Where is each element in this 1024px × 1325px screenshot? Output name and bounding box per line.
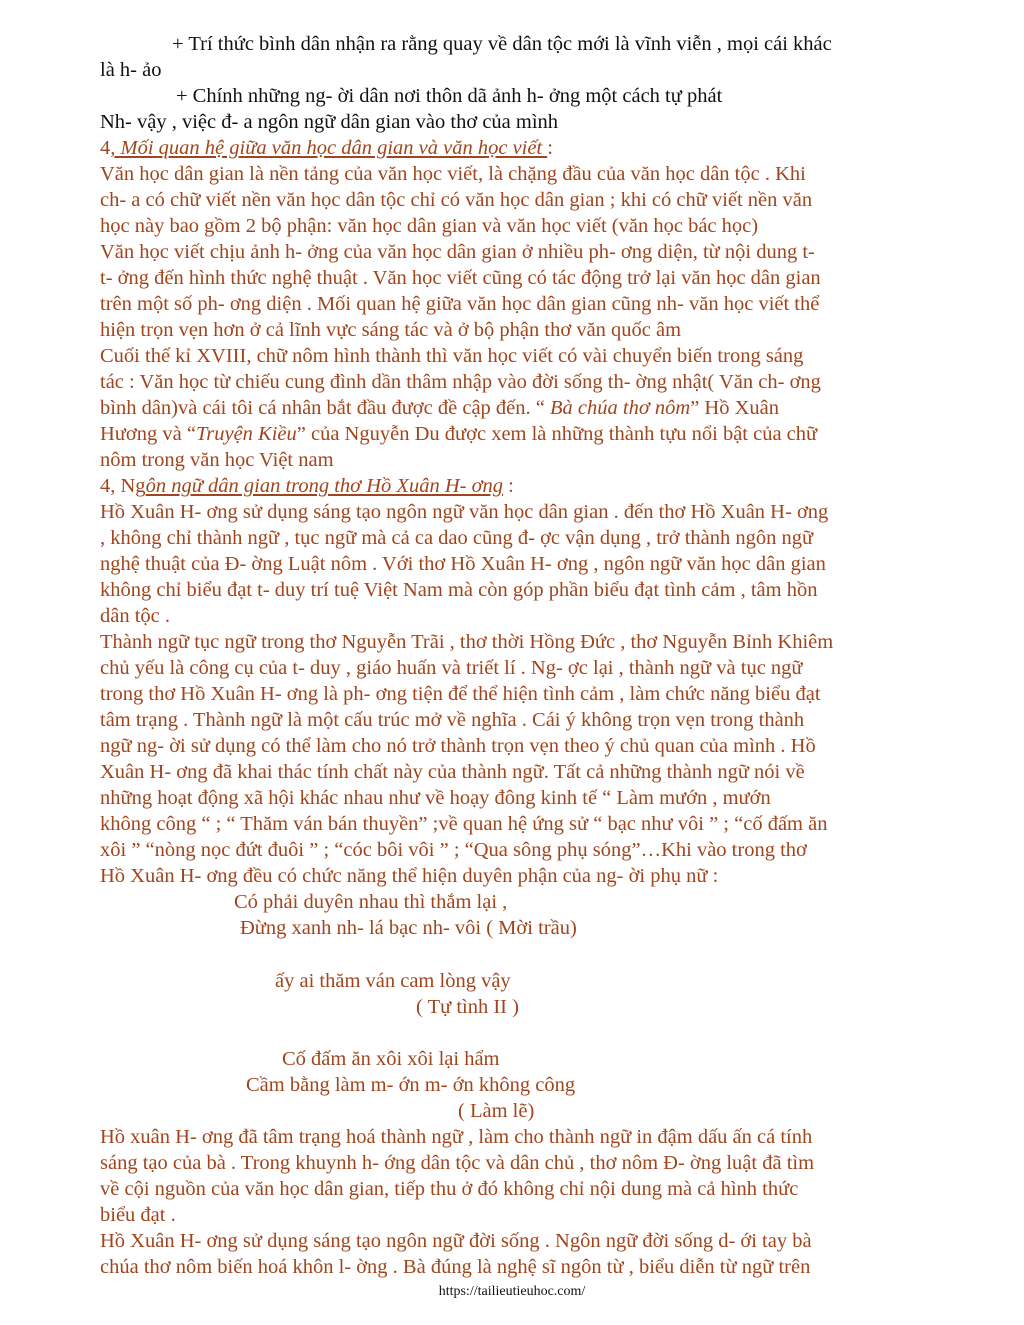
intro-line: là h- ảo (100, 59, 162, 81)
paragraph-line: học này bao gồm 2 bộ phận: văn học dân gian và văn học viết (văn học bác học) (100, 215, 759, 237)
text-run: Hương và “ (100, 423, 196, 445)
paragraph-line: , không chỉ thành ngữ , tục ngữ mà cả ca dao cũng đ- ợc vận dụng , trở thành ngôn ngữ (100, 527, 814, 549)
heading-colon: : (547, 137, 553, 159)
paragraph-line: Hồ Xuân H- ơng sử dụng sáng tạo ngôn ngữ đời sống . Ngôn ngữ đời sống d- ới tay bà (100, 1230, 812, 1252)
paragraph-line: trong thơ Hồ Xuân H- ơng là ph- ơng tiện để thể hiện tình cảm , làm chức năng biểu đạt (100, 683, 821, 705)
poem-line: Cầm bằng làm m- ớn m- ớn không công (246, 1074, 576, 1096)
paragraph-line (100, 421, 817, 447)
heading-number: 4 (100, 137, 111, 159)
intro-line: + Chính những ng- ời dân nơi thôn dã ảnh h- ởng một cách tự phát (176, 85, 723, 107)
poem-source: ( Tự tình II ) (416, 996, 519, 1018)
title-ba-chua-tho-nom: Bà chúa thơ nôm (550, 397, 691, 419)
paragraph-line: sáng tạo của bà . Trong khuynh h- ớng dân tộc và dân chủ , thơ nôm Đ- ờng luật đã tìm (100, 1152, 815, 1174)
poem-line: ấy ai thăm ván cam lòng vậy (275, 970, 511, 992)
paragraph-line: Xuân H- ơng đã khai thác tính chất này của thành ngữ. Tất cả những thành ngữ nói về (100, 761, 805, 783)
paragraph-line: dân tộc . (100, 605, 171, 627)
paragraph-line: Hồ Xuân H- ơng sử dụng sáng tạo ngôn ngữ văn học dân gian . đến thơ Hồ Xuân H- ơng (100, 501, 829, 523)
paragraph-line (100, 395, 779, 421)
poem-line: Cố đấm ăn xôi xôi lại hẩm (282, 1048, 500, 1070)
paragraph-line: chúa thơ nôm biến hoá khôn l- ờng . Bà đúng là nghệ sĩ ngôn từ , biểu diễn từ ngữ trên (100, 1256, 811, 1278)
paragraph-line: biểu đạt . (100, 1204, 176, 1226)
paragraph-line: nôm trong văn học Việt nam (100, 449, 334, 471)
title-truyen-kieu: Truyện Kiều (195, 423, 297, 445)
poem-line: Có phải duyên nhau thì thắm lại , (234, 891, 508, 913)
paragraph-line: tâm trạng . Thành ngữ là một cấu trúc mở về nghĩa . Cái ý không trọn vẹn trong thành (100, 709, 805, 731)
paragraph-line: trên một số ph- ơng diện . Mối quan hệ giữa văn học dân gian cũng nh- văn học viết thể (100, 293, 820, 315)
paragraph-line: hiện trọn vẹn hơn ở cả lĩnh vực sáng tác và ở bộ phận thơ văn quốc âm (100, 319, 682, 341)
paragraph-line: ngữ ng- ời sử dụng có thể làm cho nó trở thành trọn vẹn theo ý chủ quan của mình . Hồ (100, 735, 816, 757)
paragraph-line: Hồ Xuân H- ơng đều có chức năng thể hiện duyên phận của ng- ời phụ nữ : (100, 865, 719, 887)
paragraph-line: những hoạt động xã hội khác nhau như về hoạy đông kinh tế “ Làm mướn , mướn (100, 787, 771, 809)
paragraph-line: t- ởng đến hình thức nghệ thuật . Văn học viết cũng có tác động trở lại văn học dân gian (100, 267, 821, 289)
poem-line: Đừng xanh nh- lá bạc nh- vôi ( Mời trầu) (240, 917, 577, 939)
heading-prefix: 4, Ng (100, 475, 146, 497)
paragraph-line: không công “ ; “ Thăm ván bán thuyền” ;về quan hệ ứng sử “ bạc như vôi ” ; “cố đấm ăn (100, 813, 828, 835)
text-run: ” của Nguyễn Du được xem là những thành tựu nổi bật của chữ (296, 423, 818, 445)
paragraph-line: chủ yếu là công cụ của t- duy , giáo huấn và triết lí . Ng- ợc lại , thành ngữ và tục ngữ (100, 657, 803, 679)
paragraph-line: về cội nguồn của văn học dân gian, tiếp thu ở đó không chỉ nội dung mà cả hình thức (100, 1178, 799, 1200)
paragraph-line: Văn học dân gian là nền tảng của văn học viết, là chặng đầu của văn học dân tộc . Khi (100, 163, 806, 185)
text-run: ” Hồ Xuân (690, 397, 779, 419)
intro-line: + Trí thức bình dân nhận ra rằng quay về dân tộc mới là vĩnh viễn , mọi cái khác (172, 33, 832, 55)
text-run: bình dân)và cái tôi cá nhân bắt đầu được đề cập đến. “ (100, 397, 550, 419)
paragraph-line: tác : Văn học từ chiếu cung đình dần thâm nhập vào đời sống th- ờng nhật( Văn ch- ơng (100, 371, 821, 393)
paragraph-line: Văn học viết chịu ảnh h- ởng của văn học dân gian ở nhiều ph- ơng diện, từ nội dung t- (100, 241, 815, 263)
heading-colon: : (503, 475, 514, 497)
section-heading-folk-language (100, 473, 514, 499)
paragraph-line: xôi ” “nòng nọc đứt đuôi ” ; “cóc bôi vôi ” ; “Qua sông phụ sóng”…Khi vào trong thơ (100, 839, 807, 861)
paragraph-line: Cuối thế kỉ XVIII, chữ nôm hình thành thì văn học viết có vài chuyển biến trong sáng (100, 345, 804, 367)
poem-source: ( Làm lẽ) (458, 1100, 535, 1122)
section-heading-relation (100, 135, 553, 161)
paragraph-line: Thành ngữ tục ngữ trong thơ Nguyễn Trãi , thơ thời Hồng Đức , thơ Nguyễn Bỉnh Khiêm (100, 631, 834, 653)
footer-url[interactable]: https://tailieutieuhoc.com/ (438, 1284, 586, 1299)
paragraph-line: không chỉ biểu đạt t- duy trí tuệ Việt Nam mà còn góp phần biểu đạt tình cảm , tâm hồn (100, 579, 818, 601)
heading-title: , Mối quan hệ giữa văn học dân gian và văn học viết (110, 137, 548, 159)
paragraph-line: Hồ xuân H- ơng đã tâm trạng hoá thành ngữ , làm cho thành ngữ in đậm dấu ấn cá tính (100, 1126, 813, 1148)
paragraph-line: nghệ thuật của Đ- ờng Luật nôm . Với thơ Hồ Xuân H- ơng , ngôn ngữ văn học dân gian (100, 553, 826, 575)
heading-title: ôn ngữ dân gian trong thơ Hồ Xuân H- ơng (145, 475, 504, 497)
paragraph-line: ch- a có chữ viết nền văn học dân tộc chỉ có văn học dân gian ; khi có chữ viết nền văn (100, 189, 813, 211)
intro-line: Nh- vậy , việc đ- a ngôn ngữ dân gian vào thơ của mình (100, 111, 559, 133)
